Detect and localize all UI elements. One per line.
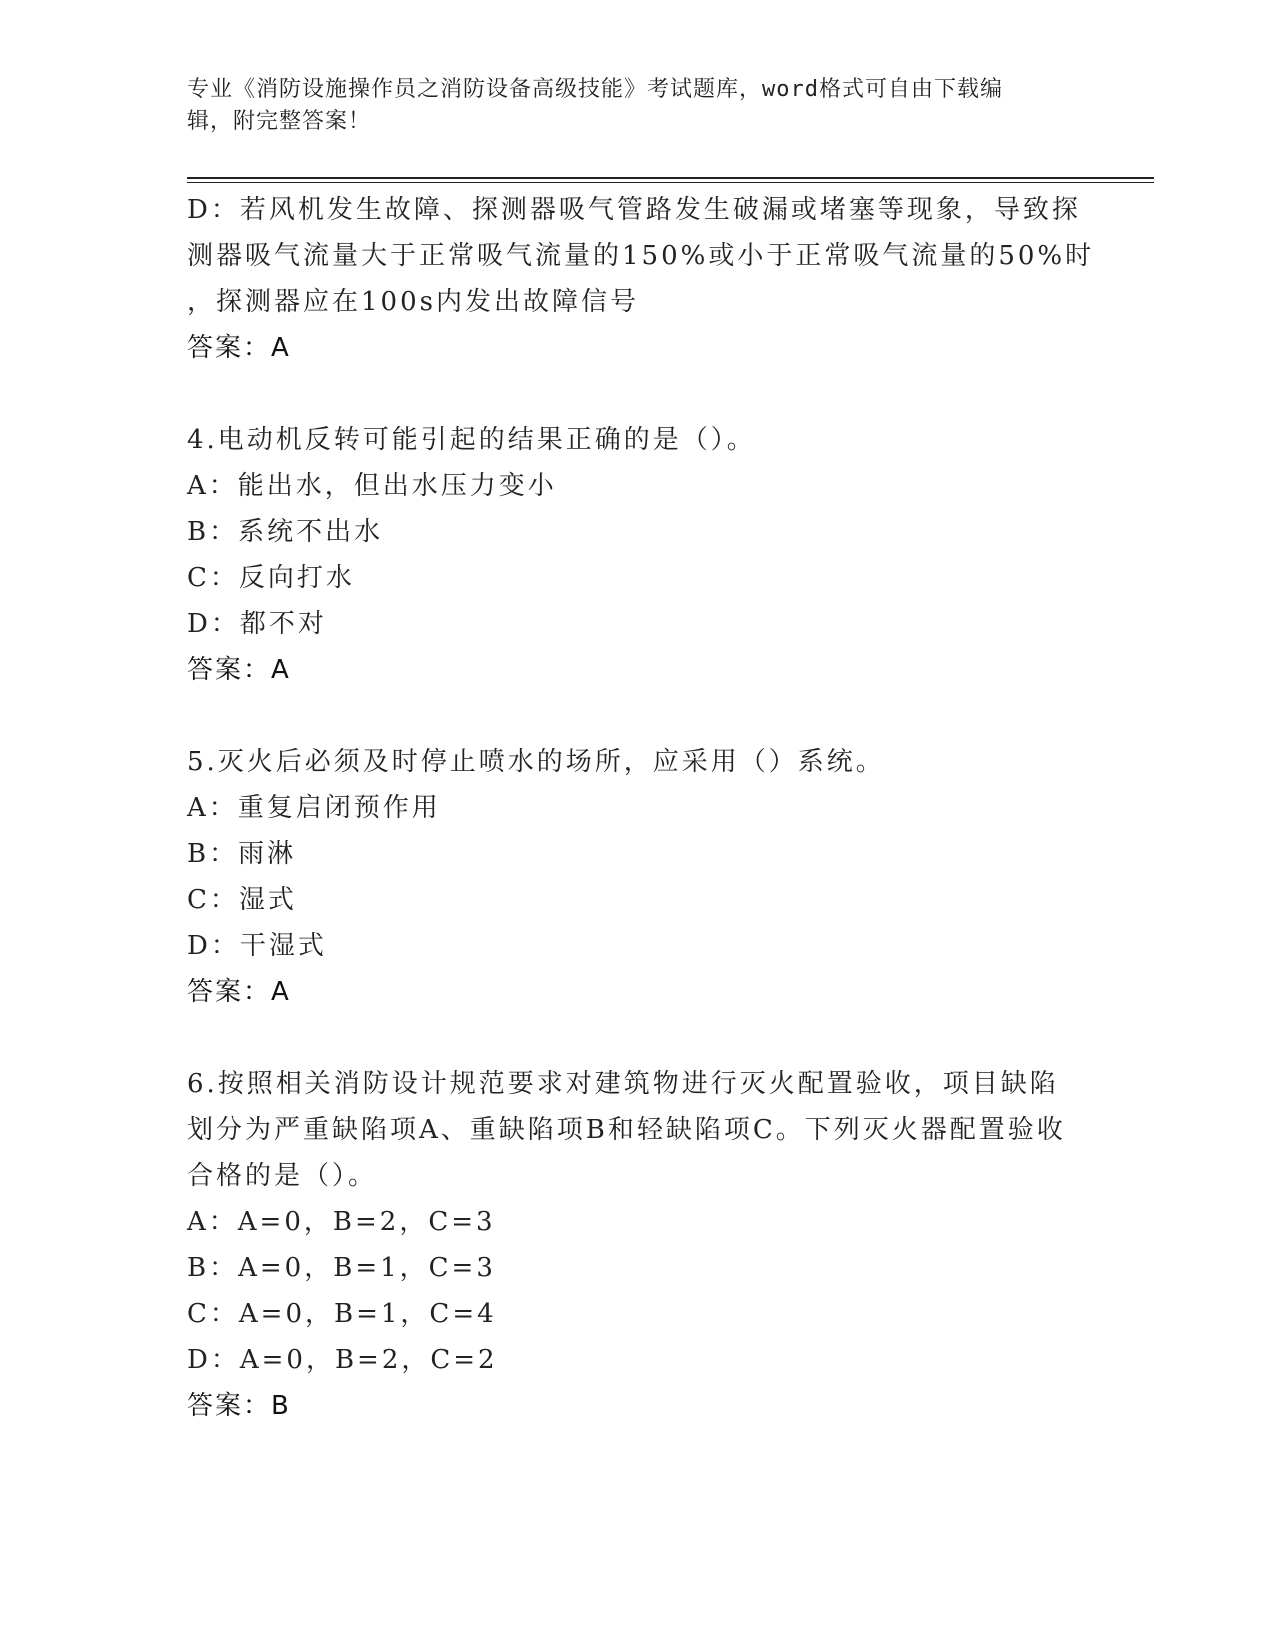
document-header: [187, 74, 1067, 138]
question-6-text-line-2: 划分为严重缺陷项A、重缺陷项B和轻缺陷项C。下列灭火器配置验收: [187, 1115, 1066, 1145]
question-6-option-a: A：A=0，B=2，C=3: [187, 1207, 496, 1237]
question-4-option-c: C：反向打水: [187, 563, 355, 593]
question-4-text: 4.电动机反转可能引起的结果正确的是（）。: [187, 425, 756, 455]
question-4: [187, 417, 1087, 693]
question-5-text: 5.灭火后必须及时停止喷水的场所，应采用（）系统。: [187, 747, 885, 777]
question-6-option-b: B：A=0，B=1，C=3: [187, 1253, 496, 1283]
question-4-option-a: A：能出水，但出水压力变小: [187, 471, 557, 501]
header-divider-thin: [187, 182, 1154, 183]
question-list: [187, 187, 1095, 1429]
question-3-option-d-line-1: D：若风机发生故障、探测器吸气管路发生破漏或堵塞等现象，导致探: [187, 195, 1081, 225]
question-3-option-d-line-2: 测器吸气流量大于正常吸气流量的150%或小于正常吸气流量的50%时: [187, 241, 1095, 271]
question-6-option-d: D：A=0，B=2，C=2: [187, 1345, 498, 1375]
question-4-option-d: D：都不对: [187, 609, 327, 639]
question-4-answer: 答案：A: [187, 655, 291, 685]
question-5-option-a: A：重复启闭预作用: [187, 793, 441, 823]
spacer: [187, 693, 1087, 739]
question-3-answer: 答案：A: [187, 333, 291, 363]
question-5-option-b: B：雨淋: [187, 839, 297, 869]
question-4-option-b: B：系统不出水: [187, 517, 384, 547]
spacer: [187, 1015, 1087, 1061]
header-line-1: 专业《消防设施操作员之消防设备高级技能》考试题库，word格式可自由下载编: [187, 77, 1003, 102]
question-6-answer: 答案：B: [187, 1391, 291, 1421]
question-6-text-line-1: 6.按照相关消防设计规范要求对建筑物进行灭火配置验收，项目缺陷: [187, 1069, 1059, 1099]
header-line-2: 辑，附完整答案！: [187, 109, 372, 134]
question-5-option-d: D：干湿式: [187, 931, 327, 961]
question-6-text-line-3: 合格的是（）。: [187, 1161, 378, 1191]
spacer: [187, 371, 1087, 417]
question-5: [187, 739, 1087, 1015]
question-6-option-c: C：A=0，B=1，C=4: [187, 1299, 497, 1329]
question-3-option-d-line-3: ，探测器应在100s内发出故障信号: [187, 287, 639, 317]
question-5-answer: 答案：A: [187, 977, 291, 1007]
question-6: [187, 1061, 1087, 1429]
question-5-option-c: C：湿式: [187, 885, 297, 915]
question-3-tail: [187, 187, 1095, 371]
header-divider-thick: [187, 177, 1154, 179]
